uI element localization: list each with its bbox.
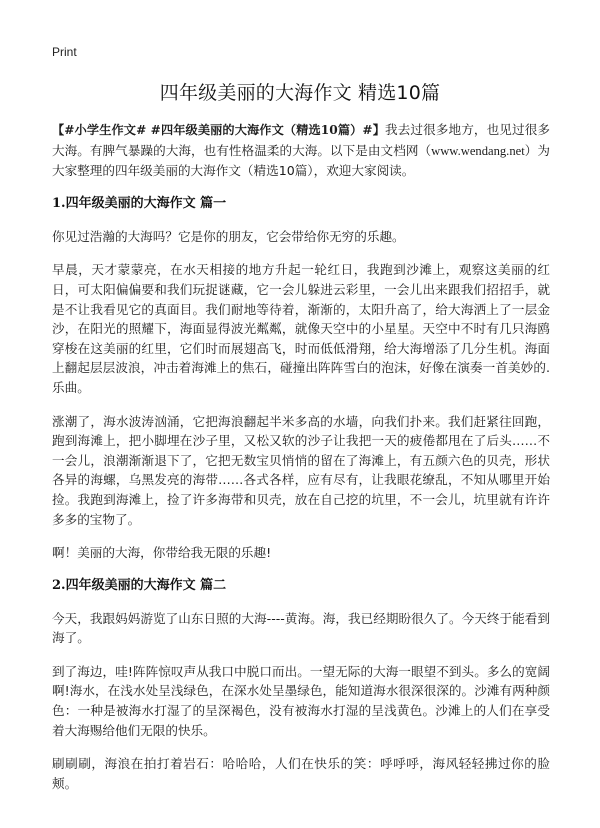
article-body xyxy=(52,120,550,793)
section-2-paragraph-3: 刷刷刷，海浪在拍打着岩石：哈哈哈，人们在快乐的笑：呼呼呼，海风轻轻拂过你的脸颊。 xyxy=(52,756,550,791)
section-1-paragraph-3: 涨潮了，海水波涛汹涌，它把海浪翻起半米多高的水墙，向我们扑来。我们赶紧往回跑，跑到海滩上，把小脚埋在沙子里，又松又软的沙子让我把一天的疲倦都甩在了后头……不一会儿，浪潮渐渐退下了，它把无数宝贝悄悄的留在了海滩上，有五颜六色的贝壳，形状各异的海螺，乌黑发亮的海带……各式各样，应有尽有，让我眼花缭乱，不知从哪里开始捡。我跑到海滩上，捡了许多海带和贝壳，放在自己挖的坑里，不一会儿，坑里就有许许多多的宝物了。 xyxy=(52,413,550,527)
section-2-paragraph-1: 今天，我跟妈妈游览了山东日照的大海----黄海。海，我已经期盼很久了。今天终于能看到海了。 xyxy=(52,610,550,646)
section-2-paragraph-2: 到了海边，哇!阵阵惊叹声从我口中脱口而出。一望无际的大海一眼望不到头。多么的宽阔啊!海水，在浅水处呈浅绿色，在深水处呈墨绿色，能知道海水很深很深的。沙滩有两种颜色：一种是被海水打湿了的呈深褐色，没有被海水打湿的呈浅黄色。沙滩上的人们在享受着大海赐给他们无限的快乐。 xyxy=(52,663,550,738)
section-1-paragraph-2: 早晨，天才蒙蒙亮，在水天相接的地方升起一轮红日，我跑到沙滩上，观察这美丽的红日，可太阳偏偏要和我们玩捉谜藏，它一会儿躲进云彩里，一会儿出来跟我们招招手，就是不让我看见它的真面目。我们耐地等待着，渐渐的，太阳升高了，给大海洒上了一层金沙，在阳光的照耀下，海面显得波光粼粼，就像天空中的小星星。天空中不时有几只海鸥穿梭在这美丽的红里，它们时而展翅高飞，时而低低滑翔，给大海增添了几分生机。海面上翻起层层波浪，冲击着海滩上的焦石，碰撞出阵阵雪白的泡沫，好像在演奏一首美妙的.乐曲。 xyxy=(52,262,550,395)
section-1-paragraph-1: 你见过浩瀚的大海吗？它是你的朋友，它会带给你无穷的乐趣。 xyxy=(52,228,405,244)
intro-tags: 【#小学生作文# #四年级美丽的大海作文（精选10篇）#】 xyxy=(52,123,386,137)
section-heading-2: 2.四年级美丽的大海作文 篇二 xyxy=(52,577,227,593)
intro-text-1: 我去过很多地方，也见过很多大海。有脾气暴躁的大海，也有性格温柔的大海。以下是由文档网（ xyxy=(52,122,550,158)
page-title: 四年级美丽的大海作文 精选10篇 xyxy=(159,82,441,104)
intro-paragraph xyxy=(52,120,550,181)
site-link[interactable]: www.wendang.net xyxy=(431,143,525,158)
section-1-paragraph-4: 啊！美丽的大海，你带给我无限的乐趣! xyxy=(52,545,272,561)
section-heading-1: 1.四年级美丽的大海作文 篇一 xyxy=(52,195,227,211)
print-link[interactable]: Print xyxy=(52,45,77,59)
intro-text-2: ）为大家整理的四年级美丽的大海作文（精选10篇），欢迎大家阅读。 xyxy=(52,142,551,179)
